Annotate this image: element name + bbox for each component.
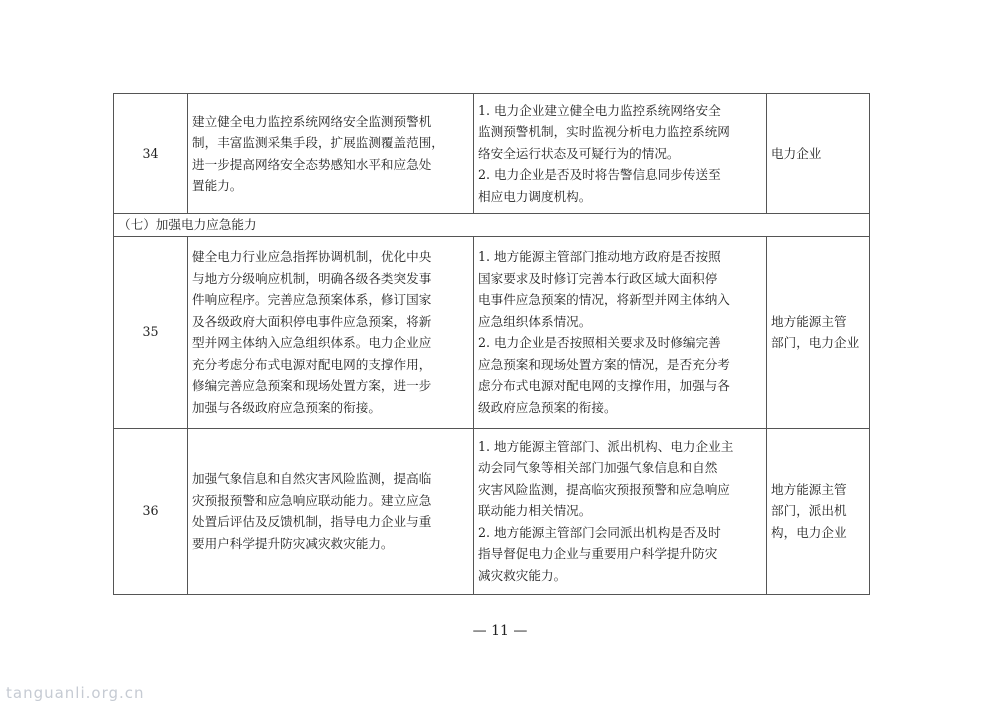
check-line: 动会同气象等相关部门加强气象信息和自然 [478, 460, 718, 476]
check-line: 1. 地方能源主管部门、派出机构、电力企业主 [478, 438, 734, 454]
check-cell [474, 236, 767, 428]
check-line: 指导督促电力企业与重要用户科学提升防灾 [478, 546, 718, 562]
row-number: 36 [114, 428, 188, 594]
requirement-line: 修编完善应急预案和现场处置方案，进一步 [192, 378, 432, 393]
requirement-cell [188, 428, 474, 594]
requirement-line: 制，丰富监测采集手段，扩展监测覆盖范围， [192, 135, 444, 150]
check-line: 减灾救灾能力。 [478, 567, 567, 583]
responsible-line: 构，电力企业 [771, 524, 847, 540]
row-number: 35 [114, 236, 188, 428]
requirement-line: 加强气象信息和自然灾害风险监测，提高临 [192, 471, 432, 486]
check-line: 监测预警机制，实时监视分析电力监控系统网 [478, 124, 730, 140]
requirement-line: 加强与各级政府应急预案的衔接。 [192, 399, 381, 415]
requirement-line: 健全电力行业应急指挥协调机制，优化中央 [192, 249, 432, 264]
check-line: 2. 地方能源主管部门会同派出机构是否及时 [478, 524, 721, 540]
watermark: tanguanli.org.cn [6, 684, 145, 702]
requirement-line: 进一步提高网络安全态势感知水平和应急处 [192, 156, 432, 172]
check-line: 国家要求及时修订完善本行政区域大面积停 [478, 270, 718, 286]
table-row [114, 94, 870, 214]
requirement-cell [188, 94, 474, 214]
requirement-line: 及各级政府大面积停电事件应急预案，将新 [192, 313, 432, 329]
section-heading: （七）加强电力应急能力 [114, 214, 870, 237]
check-line: 2. 电力企业是否按照相关要求及时修编完善 [478, 335, 721, 350]
check-cell [474, 94, 767, 214]
check-line: 1. 地方能源主管部门推动地方政府是否按照 [478, 249, 721, 264]
check-line: 级政府应急预案的衔接。 [478, 399, 617, 415]
check-line: 络安全运行状态及可疑行为的情况。 [478, 145, 680, 161]
requirement-line: 建立健全电力监控系统网络安全监测预警机 [192, 113, 432, 129]
requirement-cell [188, 236, 474, 428]
requirements-table [113, 93, 870, 595]
requirement-line: 型并网主体纳入应急组织体系。电力企业应 [192, 335, 432, 350]
table-row [114, 236, 870, 428]
requirement-line: 要用户科学提升防灾减灾救灾能力。 [192, 535, 394, 551]
responsible-cell [767, 236, 870, 428]
check-line: 电事件应急预案的情况，将新型并网主体纳入 [478, 292, 730, 307]
responsible-line: 地方能源主管 [771, 313, 847, 329]
requirement-line: 件响应程序。完善应急预案体系，修订国家 [192, 292, 432, 307]
responsible-cell [767, 94, 870, 214]
responsible-line: 部门，派出机 [771, 503, 847, 519]
page-number: — 11 — [472, 623, 528, 639]
check-cell [474, 428, 767, 594]
requirement-line: 与地方分级响应机制，明确各级各类突发事 [192, 270, 432, 286]
check-line: 灾害风险监测，提高临灾预报预警和应急响应 [478, 481, 730, 497]
requirement-line: 灾预报预警和应急响应联动能力。建立应急 [192, 492, 432, 508]
check-line: 联动能力相关情况。 [478, 503, 592, 519]
check-line: 1. 电力企业建立健全电力监控系统网络安全 [478, 102, 721, 118]
responsible-line: 部门，电力企业 [771, 335, 860, 350]
check-line: 应急组织体系情况。 [478, 313, 592, 329]
requirement-line: 置能力。 [192, 178, 243, 193]
requirement-line: 处置后评估及反馈机制，指导电力企业与重 [192, 514, 432, 529]
responsible-line: 电力企业 [771, 145, 822, 161]
table-row [114, 428, 870, 594]
responsible-cell [767, 428, 870, 594]
check-line: 2. 电力企业是否及时将告警信息同步传送至 [478, 167, 721, 183]
check-line: 相应电力调度机构。 [478, 188, 592, 204]
section-row [114, 214, 870, 237]
check-line: 应急预案和现场处置方案的情况，是否充分考 [478, 356, 730, 372]
responsible-line: 地方能源主管 [771, 481, 847, 497]
requirement-line: 充分考虑分布式电源对配电网的支撑作用， [192, 356, 432, 372]
check-line: 虑分布式电源对配电网的支撑作用，加强与各 [478, 378, 730, 393]
row-number: 34 [114, 94, 188, 214]
